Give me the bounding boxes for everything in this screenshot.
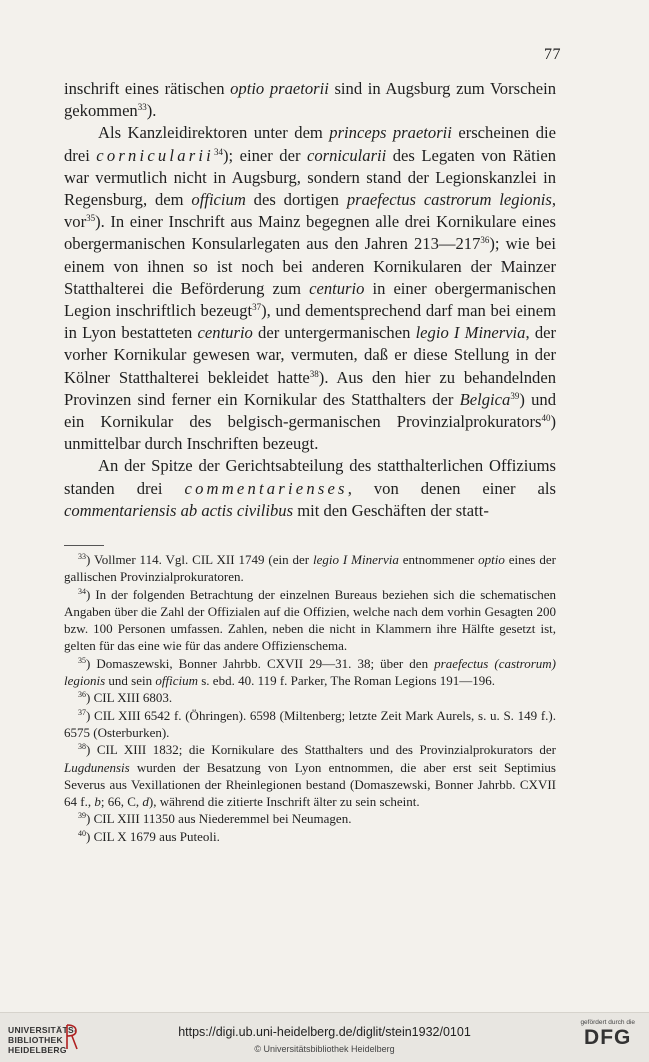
footnote-ref: 34 xyxy=(78,586,86,596)
text-run: praefectus (castrorum) legionis xyxy=(64,655,556,689)
footnote-ref: 37 xyxy=(78,707,86,717)
text-run: , vor xyxy=(64,190,556,232)
text-run: des dortigen xyxy=(245,190,347,210)
text-run: ) CIL X 1679 aus Puteoli. xyxy=(86,828,220,844)
text-run: cornicularii xyxy=(96,145,214,165)
footnote-ref: 40 xyxy=(78,828,86,838)
text-run: entnommener xyxy=(398,552,479,567)
footnote-ref: 36 xyxy=(480,235,490,246)
text-run: ) Vollmer 114. Vgl. CIL XII 1749 (ein der xyxy=(86,552,314,567)
text-run: ; 66, C, xyxy=(100,794,143,810)
footnote xyxy=(64,689,556,706)
text-run: ) unmittelbar durch Inschriften bezeugt. xyxy=(64,412,556,454)
footnote-ref: 39 xyxy=(510,390,520,401)
text-run: ). In einer Inschrift aus Mainz begegnen alle drei Kornikulare eines obergermanischen Konsularlegaten aus den Jahren 213—217 xyxy=(64,212,556,254)
text-run: ) CIL XIII 6803. xyxy=(86,690,173,706)
text-run: legio I Minervia xyxy=(313,552,399,567)
text-run: inschrift eines rätischen xyxy=(64,79,231,98)
text-run: erscheinen die drei xyxy=(64,123,556,165)
paragraph xyxy=(64,122,556,455)
text-run: officium xyxy=(155,673,198,689)
text-run: optio xyxy=(478,552,505,567)
text-run: commentariensis ab actis civilibus xyxy=(64,500,294,520)
footnote-divider xyxy=(64,545,104,546)
footnote-ref: 38 xyxy=(78,742,86,752)
footnote-ref: 34 xyxy=(213,146,223,157)
library-name-line: HEIDELBERG xyxy=(8,1045,67,1055)
footnote-ref: 33 xyxy=(78,552,86,561)
text-run: ), während die zitierte Inschrift älter zu sein scheint. xyxy=(148,794,420,810)
text-run: commentarienses xyxy=(184,478,348,498)
dfg-funding-badge[interactable] xyxy=(580,1019,635,1050)
text-run: eines der gallischen Provinzialprokuratoren. xyxy=(64,552,556,585)
text-run: sind in Augsburg zum Vorschein gekommen xyxy=(64,79,557,121)
library-name-line: BIBLIOTHEK xyxy=(8,1035,63,1045)
text-run: des Legaten von Rätien war vermutlich nicht in Augsburg, sondern stand der Legionskanzlei in Regensburg, dem xyxy=(64,145,556,210)
text-run: ); wie bei einem von ihnen so ist noch bei anderen Kornikularen der Mainzer Statthalterei die Beförderung zum xyxy=(64,234,556,298)
text-run: cornicularii xyxy=(306,145,387,165)
text-run: ) CIL XIII 1832; die Kornikulare des Statthalters und des Provinzialprokurators der xyxy=(86,742,556,758)
footnote-ref: 35 xyxy=(86,213,96,224)
text-run: officium xyxy=(191,190,246,210)
text-run: centurio xyxy=(197,323,253,343)
text-run: der untergermanischen xyxy=(252,323,416,343)
text-run: s. ebd. 40. 119 f. Parker, The Roman Legions 191—196. xyxy=(197,673,495,689)
permalink-url[interactable]: https://digi.ub.uni-heidelberg.de/diglit/stein1932/0101 xyxy=(178,1025,471,1039)
text-run: Als Kanzleidirektoren unter dem xyxy=(98,123,330,143)
footnote xyxy=(64,586,556,655)
footnote-ref: 37 xyxy=(252,302,262,313)
footnote xyxy=(64,551,556,586)
copyright-notice: © Universitätsbibliothek Heidelberg xyxy=(254,1044,395,1054)
text-run: und sein xyxy=(105,673,156,689)
text-run: in einer obergermanischen Legion inschriftlich bezeugt xyxy=(64,278,556,321)
text-run: Lugdunensis xyxy=(64,759,130,775)
text-run: ); einer der xyxy=(222,145,307,165)
viewer-footer xyxy=(0,1012,649,1062)
footnote xyxy=(64,655,556,690)
text-run: b xyxy=(94,794,101,810)
footnote-ref: 33 xyxy=(137,102,147,113)
text-run: ) In der folgenden Betrachtung der einzelnen Bureaus beziehen sich die schematischen Angaben über die Zahl der Offizialen auf die Offizien, welche nach dem vorhin Gesagten 200 bzw. 100 Personen umfassen. Zahlen, neben die nicht in Klammern ihre Hälfte gesetzt ist, gelten für das eine wie für das andere Offizienschema. xyxy=(64,586,556,654)
text-run: princeps praetorii xyxy=(329,123,452,143)
text-run: ). Aus den hier zu behandelnden Provinzen sind ferner ein Kornikular des Statthalters der xyxy=(64,367,556,409)
text-run: mit den Geschäften der statt- xyxy=(293,500,489,520)
text-run: , der vorher Kornikular gewesen war, vermuten, daß er diese Stellung in der Kölner Statthalterei bekleidet hatte xyxy=(64,323,557,387)
footnote-ref: 40 xyxy=(541,413,551,424)
text-run: , von denen einer als xyxy=(347,478,556,498)
footnote xyxy=(64,741,556,810)
funding-caption: gefördert durch die xyxy=(580,1019,635,1026)
footnote-ref: 35 xyxy=(78,655,86,665)
text-run: ) und ein Kornikular des belgisch-germanischen Provinzialprokurators xyxy=(64,389,556,432)
footnotes xyxy=(64,551,556,845)
text-run: wurden der Besatzung von Lyon entnommen, die aber erst seit Septimius Severus aus Vexillationen der Rheinlegionen bestand (Domaszewski, Bonner Jahrbb. CXVII 64 f., xyxy=(64,759,556,810)
text-run: ), und dementsprechend darf man bei einem in Lyon bestatteten xyxy=(64,301,556,343)
text-run: ) Domaszewski, Bonner Jahrbb. CXVII 29—31. 38; über den xyxy=(86,655,435,671)
text-run: optio praetorii xyxy=(230,79,329,98)
text-run: An der Spitze der Gerichtsabteilung des statthalterlichen Offiziums standen drei xyxy=(64,456,556,498)
text-run: Belgica xyxy=(459,389,511,409)
paragraph xyxy=(64,78,556,122)
footnote-ref: 39 xyxy=(78,811,86,821)
text-run: ). xyxy=(146,101,157,121)
text-run: ) CIL XIII 6542 f. (Öhringen). 6598 (Miltenberg; letzte Zeit Mark Aurels, s. u. S. 149 f.). 6575 (Osterburken). xyxy=(64,707,556,740)
body-text xyxy=(64,78,556,522)
footnote xyxy=(64,810,556,827)
footnote-ref: 38 xyxy=(309,368,319,379)
dfg-logo: DFG xyxy=(584,1026,632,1049)
footnote xyxy=(64,707,556,742)
paragraph xyxy=(64,455,556,522)
text-run: d xyxy=(142,794,149,810)
library-name-line: UNIVERSITÄTS- xyxy=(8,1025,78,1035)
text-run: centurio xyxy=(309,278,365,298)
page-number: 77 xyxy=(544,46,561,63)
text-run: praefectus castrorum legionis xyxy=(346,190,552,210)
text-run: legio I Minervia xyxy=(415,323,526,343)
text-run: ) CIL XIII 11350 aus Niederemmel bei Neumagen. xyxy=(86,811,352,827)
footnote-ref: 36 xyxy=(78,690,86,700)
footnote xyxy=(64,828,556,845)
